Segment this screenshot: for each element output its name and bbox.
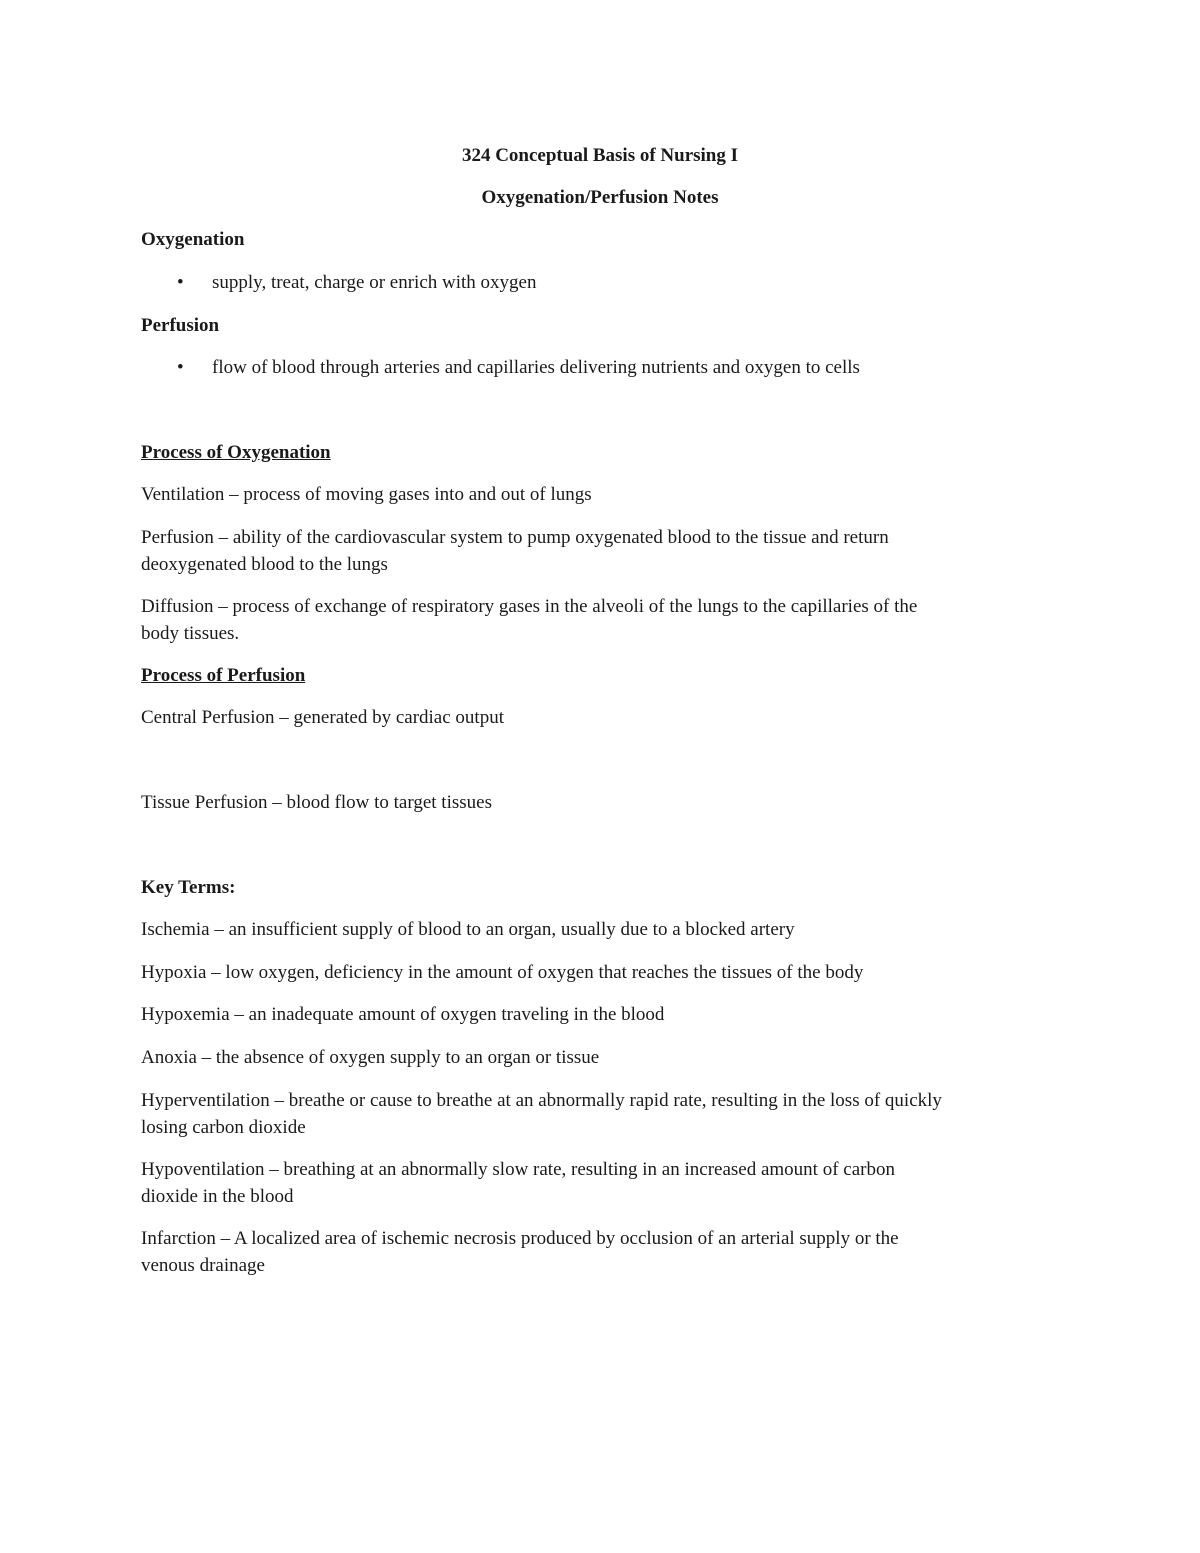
tissue-perfusion-line: Tissue Perfusion – blood flow to target tissues bbox=[141, 792, 492, 813]
perfusion-heading: Perfusion bbox=[141, 315, 220, 336]
key-term-hyperventilation-1: Hyperventilation – breathe or cause to breathe at an abnormally rapid rate, resulting in the loss of quickly bbox=[141, 1090, 942, 1111]
perfusion-definition: flow of blood through arteries and capillaries delivering nutrients and oxygen to cells bbox=[212, 357, 860, 378]
key-term-hypoxia: Hypoxia – low oxygen, deficiency in the amount of oxygen that reaches the tissues of the body bbox=[141, 962, 864, 983]
key-term-infarction-1: Infarction – A localized area of ischemic necrosis produced by occlusion of an arterial supply or the bbox=[141, 1228, 899, 1249]
key-term-hyperventilation-2: losing carbon dioxide bbox=[141, 1117, 306, 1138]
key-term-hypoventilation-1: Hypoventilation – breathing at an abnormally slow rate, resulting in an increased amount of carbon bbox=[141, 1159, 895, 1180]
key-term-ischemia: Ischemia – an insufficient supply of blood to an organ, usually due to a blocked artery bbox=[141, 919, 795, 940]
course-title: 324 Conceptual Basis of Nursing I bbox=[461, 145, 739, 166]
key-term-hypoventilation-2: dioxide in the blood bbox=[141, 1186, 294, 1207]
notes-title: Oxygenation/Perfusion Notes bbox=[481, 187, 719, 208]
oxygenation-heading: Oxygenation bbox=[141, 229, 245, 250]
process-perfusion-heading: Process of Perfusion bbox=[141, 665, 306, 686]
ventilation-line: Ventilation – process of moving gases into and out of lungs bbox=[141, 484, 592, 505]
bullet-icon: • bbox=[177, 272, 184, 293]
key-term-anoxia: Anoxia – the absence of oxygen supply to an organ or tissue bbox=[141, 1047, 600, 1068]
oxygenation-definition: supply, treat, charge or enrich with oxygen bbox=[212, 272, 537, 293]
process-oxygenation-heading: Process of Oxygenation bbox=[141, 442, 331, 463]
perfusion-line-1: Perfusion – ability of the cardiovascular system to pump oxygenated blood to the tissue and return bbox=[141, 527, 889, 548]
key-term-infarction-2: venous drainage bbox=[141, 1255, 265, 1276]
diffusion-line-2: body tissues. bbox=[141, 623, 240, 644]
diffusion-line-1: Diffusion – process of exchange of respiratory gases in the alveoli of the lungs to the capillaries of the bbox=[141, 596, 918, 617]
key-terms-heading: Key Terms: bbox=[141, 877, 236, 898]
bullet-icon: • bbox=[177, 357, 184, 378]
perfusion-line-2: deoxygenated blood to the lungs bbox=[141, 554, 388, 575]
central-perfusion-line: Central Perfusion – generated by cardiac output bbox=[141, 707, 504, 728]
key-term-hypoxemia: Hypoxemia – an inadequate amount of oxygen traveling in the blood bbox=[141, 1004, 665, 1025]
